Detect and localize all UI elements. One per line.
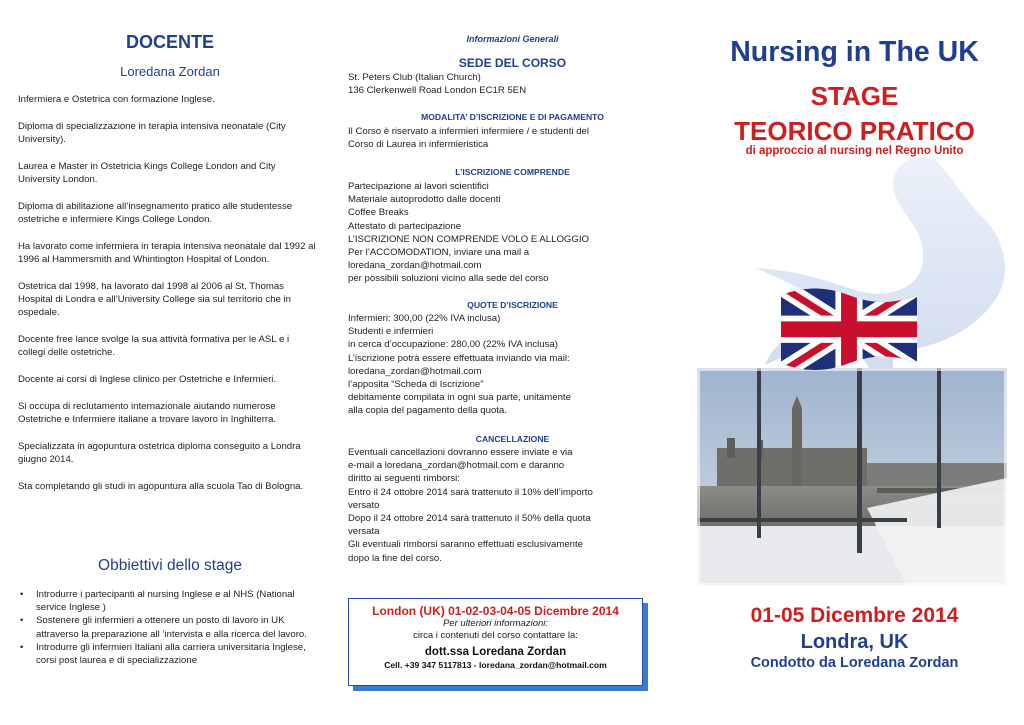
bio-paragraph: Laurea e Master in Ostetricia Kings College London and City University London. <box>18 160 276 185</box>
contact-name: dott.ssa Loredana Zordan <box>424 646 567 658</box>
objective-item: • Introdurre i partecipanti al nursing Inglese e al NHS (National service Inglese ) <box>18 588 318 614</box>
canc-line: dopo la fine del corso. <box>348 552 442 564</box>
sede-line: St. Peters Club (Italian Church) <box>348 72 481 83</box>
docente-name: Loredana Zordan <box>120 64 220 79</box>
iscrizione-line: Attestato di partecipazione <box>348 220 462 232</box>
stage-title: STAGE <box>810 81 899 111</box>
modalita-line: Il Corso è riservato a infermieri infermiere / e studenti del <box>348 126 590 137</box>
bio-paragraph: Diploma di specializzazione in terapia intensiva neonatale (City University). <box>18 120 286 145</box>
docente-title: DOCENTE <box>125 32 214 52</box>
conducted-by: Condotto da Loredana Zordan <box>750 655 959 671</box>
iscrizione-line: L’ISCRIZIONE NON COMPRENDE VOLO E ALLOGGIO <box>348 233 589 245</box>
contact-box-line: circa i contenuti del corso contattare la: <box>413 630 578 641</box>
contact-box <box>348 598 643 686</box>
iscrizione-body <box>348 180 648 286</box>
bio-paragraph: Sta completando gli studi in agopuntura alla scuola Tao di Bologna. <box>18 480 304 492</box>
canc-line: Dopo il 24 ottobre 2014 sarà trattenuto il 50% della quota <box>348 513 591 525</box>
panel-info <box>340 0 685 725</box>
cancellazione-body <box>348 446 648 565</box>
contact-box-subtitle: Per ulteriori informazioni: <box>442 618 549 629</box>
bio-paragraph: Diploma di abilitazione all’insegnamento pratico alle studentesse ostetriche e infermiere Kings College London. <box>18 200 293 225</box>
bio-paragraph: Specializzata in agopuntura ostetrica diploma conseguito a Londra giugno 2014. <box>18 440 301 465</box>
main-title: Nursing in The UK <box>730 36 979 68</box>
event-dates: 01-05 Dicembre 2014 <box>750 604 959 627</box>
sede-title: SEDE DEL CORSO <box>458 56 567 70</box>
bio-paragraph: Docente free lance svolge la sua attività formativa per le ASL e i collegi delle ostetriche. <box>18 334 290 359</box>
quote-line: l’apposita “Scheda di Iscrizione” <box>348 379 484 391</box>
iscrizione-line: per possibili soluzioni vicino alla sede del corso <box>348 273 549 285</box>
cancellazione-title: CANCELLAZIONE <box>475 434 550 444</box>
canc-line: e-mail a loredana_zordan@hotmail.com e daranno <box>348 460 565 472</box>
quote-line: alla copia del pagamento della quota. <box>348 405 507 417</box>
sede-line: 136 Clerkenwell Road London EC1R 5EN <box>348 85 527 97</box>
canc-line: Entro il 24 ottobre 2014 sarà trattenuto il 10% dell’importo <box>348 486 593 498</box>
contact-details[interactable]: Cell. +39 347 5117813 - loredana_zordan@hotmail.com <box>384 660 607 670</box>
quote-line: in cerca d’occupazione: 280,00 (22% IVA inclusa) <box>348 339 558 351</box>
sede-body <box>348 71 648 97</box>
canc-line: versata <box>348 526 380 538</box>
quote-line: L’iscrizione potrà essere effettuata inviando via mail: <box>348 352 570 364</box>
bio-paragraph: Ha lavorato come infermiera in terapia intensiva neonatale dal 1992 al 1996 al Hammersmith and Whintington Hospital of London. <box>18 240 316 265</box>
contact-box-title: London (UK) 01-02-03-04-05 Dicembre 2014 <box>372 604 619 618</box>
objectives-list <box>18 588 318 667</box>
objective-item: • Introdurre gli infermieri Italiani alla carriera universitaria Inglese, corsi post laurea e di specializzazione <box>18 641 318 667</box>
panel-docente <box>0 0 340 725</box>
canc-line: Gli eventuali rimborsi saranno effettuati esclusivamente <box>348 539 583 551</box>
iscrizione-title: L’ISCRIZIONE COMPRENDE <box>455 167 570 177</box>
iscrizione-line: Materiale autoprodotto dalle docenti <box>348 194 501 206</box>
event-city: Londra, UK <box>800 631 909 653</box>
email-link[interactable]: loredana_zordan@hotmail.com <box>348 365 482 377</box>
teorico-title: TEORICO PRATICO <box>734 116 975 146</box>
modalita-title: MODALITA’ D’ISCRIZIONE E DI PAGAMENTO <box>421 112 604 122</box>
quote-body <box>348 312 648 418</box>
quote-line: Infermieri: 300,00 (22% IVA inclusa) <box>348 313 501 324</box>
canc-line: Eventuali cancellazioni dovranno essere inviate e via <box>348 447 573 458</box>
modalita-line: Corso di Laurea in infermieristica <box>348 139 489 151</box>
bio-paragraph: Docente ai corsi di Inglese clinico per Ostetriche e Infermieri. <box>18 374 277 385</box>
info-title: Informazioni Generali <box>466 34 559 44</box>
iscrizione-line: Partecipazione ai lavori scientifici <box>348 181 489 192</box>
union-jack-flag-icon <box>781 283 917 371</box>
quote-line: Studenti e infermieri <box>348 326 434 338</box>
bio-paragraph: Ostetrica dal 1998, ha lavorato dal 1998 al 2006 al St. Thomas Hospital di Londra e all’University College sia sul territorio che in ospedale. <box>18 280 292 319</box>
objectives-title: Obbiettivi dello stage <box>98 557 242 574</box>
email-link[interactable]: loredana_zordan@hotmail.com <box>348 260 482 272</box>
modalita-body <box>348 125 648 151</box>
quote-title: QUOTE D’ISCRIZIONE <box>467 300 558 310</box>
iscrizione-line: Per l’ACCOMODATION, inviare una mail a <box>348 247 530 259</box>
bio-section <box>18 93 318 507</box>
london-view-photo <box>697 368 1007 586</box>
iscrizione-line: Coffee Breaks <box>348 207 409 219</box>
quote-line: debitamente compilata in ogni sua parte, unitamente <box>348 392 571 404</box>
panel-cover <box>685 0 1024 725</box>
bio-paragraph: Si occupa di reclutamento internazionale aiutando numerose Ostetriche e Infermiere italiane a trovare lavoro in Inghilterra. <box>18 400 277 425</box>
canc-line: versato <box>348 499 380 511</box>
canc-line: diritto ai seguenti rimborsi: <box>348 473 460 485</box>
subtitle: di approccio al nursing nel Regno Unito <box>745 145 964 157</box>
objective-item: • Sostenere gli infermieri a ottenere un posto di lavoro in UK attraverso la preparazione all ’intervista e alla ricerca del lavoro. <box>18 614 318 640</box>
bio-paragraph: Infermiera e Ostetrica con formazione Inglese. <box>18 94 215 105</box>
